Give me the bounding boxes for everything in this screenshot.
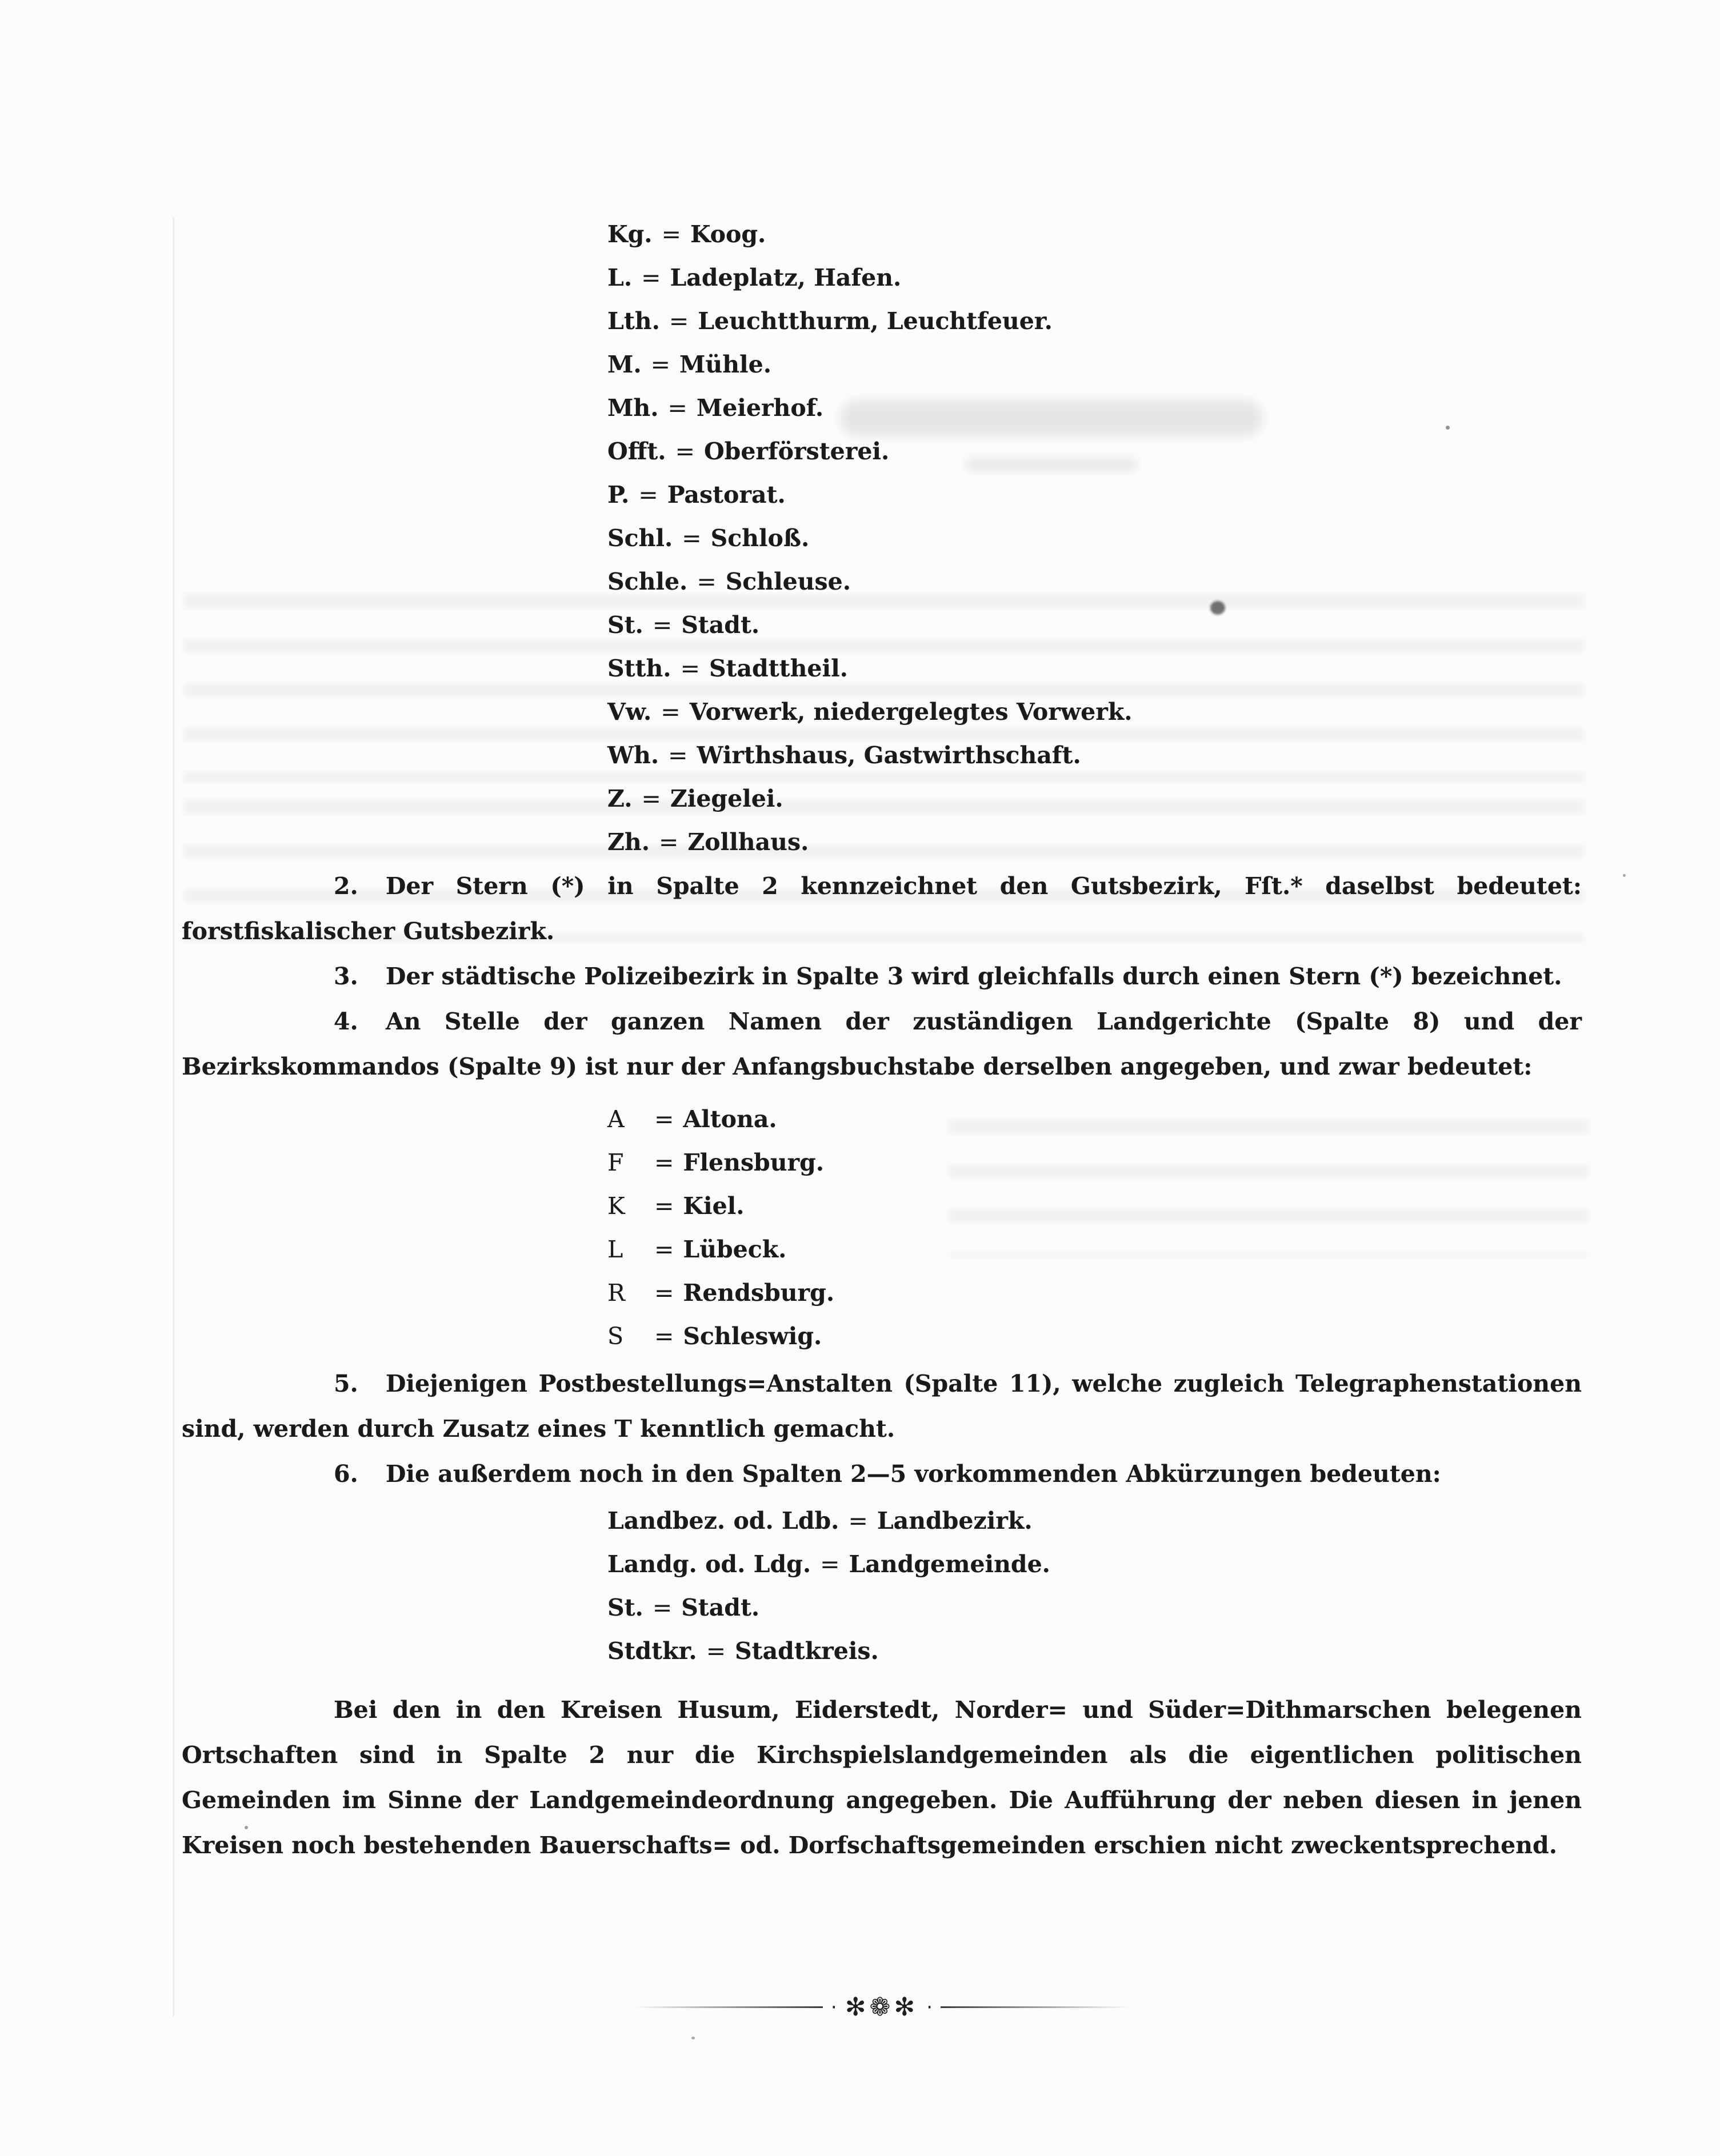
equals-sign: =	[654, 1279, 674, 1307]
equals-sign: =	[638, 481, 658, 508]
abbrev-row	[607, 1499, 1582, 1542]
closing-paragraph: Bei den in den Kreisen Husum, Eiderstedt, Norder= und Süder=Dithmarschen belegenen Ortschaften sind in Spalte 2 nur die Kirchspielslandgemeinden als die eigentlichen politischen Gemeinden im Sinne der Landgemeindeordnung angegeben. Die Aufführung der neben diesen in jenen Kreisen noch bestehenden Bauerschafts= od. Dorfschaftsgemeinden erschien nicht zweckentsprechend.	[182, 1696, 1582, 1859]
ornament-tip-left: ·	[830, 1995, 837, 2019]
letter-code-name: Schleswig.	[683, 1323, 822, 1350]
note-text: An Stelle der ganzen Namen der zuständigen Landgerichte (Spalte 8) und der Bezirkskommandos (Spalte 9) ist nur der Anfangsbuchstabe derselben angegeben, und zwar bedeutet:	[182, 1008, 1582, 1080]
letter-code-row	[607, 1141, 1582, 1184]
letter-code-name: Kiel.	[683, 1192, 745, 1220]
equals-sign: =	[669, 307, 689, 335]
note-paragraph-6	[182, 1452, 1582, 1497]
equals-sign: =	[650, 351, 671, 378]
letter-code: L	[607, 1236, 624, 1263]
abbrev-row	[607, 560, 1582, 603]
letter-code-name: Altona.	[683, 1105, 777, 1133]
abbrev-meaning: Schleuse.	[725, 568, 851, 595]
equals-sign: =	[659, 828, 679, 856]
abbrev-meaning: Zollhaus.	[687, 828, 809, 856]
equals-sign: =	[654, 1192, 674, 1220]
note-number: 4.	[334, 1008, 358, 1035]
note-number: 5.	[334, 1370, 358, 1397]
letter-code: S	[607, 1323, 625, 1350]
letter-code-row	[607, 1315, 1582, 1358]
abbrev-key: Offt.	[607, 438, 666, 465]
abbrev-row	[607, 820, 1582, 864]
equals-sign: =	[667, 394, 687, 422]
letter-code: A	[607, 1105, 625, 1133]
abbrev-meaning: Koog.	[690, 221, 766, 248]
abbrev-row	[607, 299, 1582, 343]
abbrev-key: Landbez. od. Ldb.	[607, 1507, 839, 1534]
abbrev-row	[607, 386, 1582, 430]
abbrev-row	[607, 256, 1582, 299]
abbrev-meaning: Mühle.	[679, 351, 771, 378]
abbrev-meaning: Pastorat.	[667, 481, 786, 508]
equals-sign: =	[641, 785, 661, 812]
note-text: Die außerdem noch in den Spalten 2—5 vorkommenden Abkürzungen bedeuten:	[385, 1460, 1441, 1488]
letter-code: K	[607, 1192, 626, 1220]
abbrev-key: P.	[607, 481, 630, 508]
note-text: Der Stern (*) in Spalte 2 kennzeichnet den Gutsbezirk, Fſt.* daselbst bedeutet: forstfiskalischer Gutsbezirk.	[182, 872, 1582, 945]
abbrev-row	[607, 734, 1582, 777]
abbrev-row	[607, 777, 1582, 820]
abbrev-row	[607, 1586, 1582, 1629]
scan-speck	[691, 2037, 695, 2039]
abbrev-key: Zh.	[607, 828, 650, 856]
equals-sign: =	[641, 264, 661, 291]
abbrev-meaning: Vorwerk, niedergelegtes Vorwerk.	[689, 698, 1133, 726]
letter-code-row	[607, 1184, 1582, 1228]
abbrev-meaning: Landbezirk.	[877, 1507, 1033, 1534]
equals-sign: =	[654, 1149, 674, 1176]
ornament-line-right	[941, 2006, 1129, 2008]
abbrev-row	[607, 603, 1582, 647]
letter-code: R	[607, 1279, 626, 1307]
abbrev-row	[607, 1629, 1582, 1673]
abbrev-meaning: Leuchtthurm, Leuchtfeuer.	[698, 307, 1053, 335]
letter-code-name: Rendsburg.	[683, 1279, 835, 1307]
abbrev-key: Lth.	[607, 307, 660, 335]
abbrev-row	[607, 430, 1582, 473]
equals-sign: =	[654, 1323, 674, 1350]
abbrev-key: Schle.	[607, 568, 688, 595]
abbrev-key: Stdtkr.	[607, 1637, 697, 1665]
court-letter-codes	[182, 1097, 1582, 1358]
abbrev-key: St.	[607, 611, 643, 639]
abbrev-key: Vw.	[607, 698, 652, 726]
equals-sign: =	[652, 611, 673, 639]
abbrev-meaning: Stadt.	[681, 611, 760, 639]
abbrev-row	[607, 647, 1582, 690]
equals-sign: =	[682, 524, 702, 552]
abbrev-key: Landg. od. Ldg.	[607, 1550, 811, 1578]
letter-code: F	[607, 1149, 625, 1176]
note-paragraph-4	[182, 999, 1582, 1089]
ornament-line-left	[634, 2006, 823, 2008]
equals-sign: =	[697, 568, 717, 595]
abbrev-key: M.	[607, 351, 642, 378]
equals-sign: =	[661, 698, 681, 726]
letter-code-row	[607, 1097, 1582, 1141]
equals-sign: =	[848, 1507, 868, 1534]
abbreviation-list-1	[182, 213, 1582, 864]
note-text: Der städtische Polizeibezirk in Spalte 3 wird gleichfalls durch einen Stern (*) bezeichnet.	[385, 963, 1562, 990]
abbrev-row	[607, 213, 1582, 256]
note-number: 6.	[334, 1460, 358, 1488]
equals-sign: =	[654, 1105, 674, 1133]
equals-sign: =	[680, 655, 700, 682]
abbrev-row	[607, 473, 1582, 516]
abbrev-meaning: Oberförsterei.	[703, 438, 890, 465]
abbrev-meaning: Landgemeinde.	[849, 1550, 1050, 1578]
note-paragraph-3	[182, 954, 1582, 999]
abbrev-key: Wh.	[607, 742, 659, 769]
abbrev-key: L.	[607, 264, 633, 291]
abbrev-key: Mh.	[607, 394, 659, 422]
letter-code-row	[607, 1271, 1582, 1315]
note-number: 3.	[334, 963, 358, 990]
note-paragraph-5	[182, 1361, 1582, 1452]
letter-code-name: Flensburg.	[683, 1149, 825, 1176]
abbrev-key: Z.	[607, 785, 633, 812]
abbrev-meaning: Ziegelei.	[670, 785, 783, 812]
equals-sign: =	[820, 1550, 840, 1578]
abbrev-meaning: Stadttheil.	[709, 655, 848, 682]
letter-code-name: Lübeck.	[683, 1236, 787, 1263]
abbrev-key: St.	[607, 1594, 643, 1621]
letter-code-row	[607, 1228, 1582, 1271]
abbreviation-list-2	[182, 1499, 1582, 1673]
abbrev-row	[607, 1542, 1582, 1586]
equals-sign: =	[668, 742, 688, 769]
abbrev-meaning: Schloß.	[710, 524, 810, 552]
bottom-ornament	[182, 1993, 1582, 2022]
note-number: 2.	[334, 872, 358, 900]
note-text: Diejenigen Postbestellungs=Anstalten (Spalte 11), welche zugleich Telegraphenstationen sind, werden durch Zusatz eines T kenntlich gemacht.	[182, 1370, 1582, 1442]
abbrev-row	[607, 516, 1582, 560]
abbrev-meaning: Meierhof.	[696, 394, 824, 422]
abbrev-meaning: Stadtkreis.	[735, 1637, 879, 1665]
equals-sign: =	[652, 1594, 673, 1621]
equals-sign: =	[706, 1637, 726, 1665]
abbrev-row	[607, 343, 1582, 386]
equals-sign: =	[654, 1236, 674, 1263]
abbrev-meaning: Ladeplatz, Hafen.	[670, 264, 902, 291]
abbrev-meaning: Wirthshaus, Gastwirthschaft.	[697, 742, 1081, 769]
abbrev-key: Schl.	[607, 524, 673, 552]
note-paragraph-2	[182, 864, 1582, 954]
abbrev-meaning: Stadt.	[681, 1594, 760, 1621]
abbrev-key: Stth.	[607, 655, 671, 682]
equals-sign: =	[661, 221, 681, 248]
flower-ornament-icon: ✻❁✻	[845, 1993, 919, 2022]
abbrev-row	[607, 690, 1582, 734]
ornament-tip-right: ·	[926, 1995, 933, 2019]
equals-sign: =	[675, 438, 695, 465]
abbrev-key: Kg.	[607, 221, 653, 248]
